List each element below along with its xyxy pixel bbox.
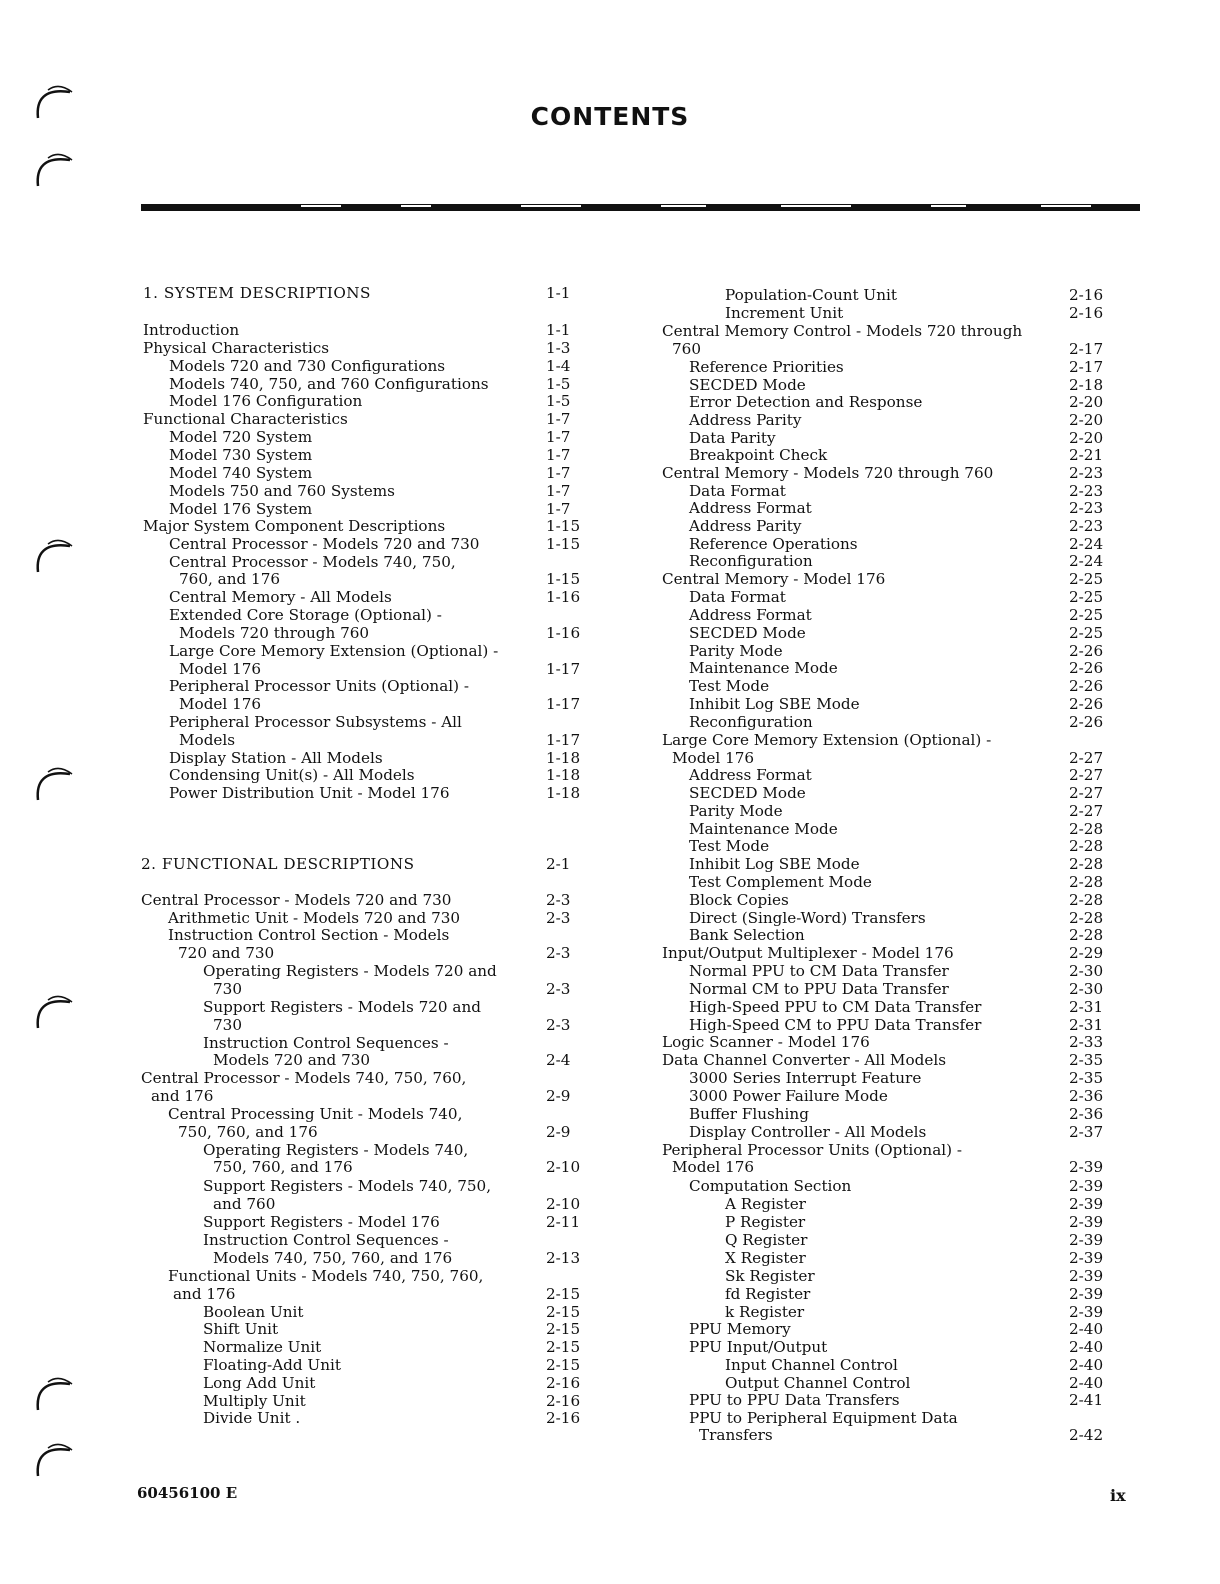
toc-entry: Maintenance Mode xyxy=(689,659,838,677)
toc-entry: Model 176 System xyxy=(169,500,313,518)
toc-entry: 730 xyxy=(213,1016,242,1034)
toc-page-number: 2-15 xyxy=(546,1356,581,1374)
toc-page-number: 1-16 xyxy=(546,624,581,642)
toc-page-number: 2-39 xyxy=(1069,1195,1104,1213)
toc-entry: Reconfiguration xyxy=(689,713,813,731)
toc-entry: Functional Units - Models 740, 750, 760, xyxy=(168,1267,484,1285)
toc-entry: Data Parity xyxy=(689,429,776,447)
toc-page-number: 2-39 xyxy=(1069,1177,1104,1195)
toc-page-number: 2-16 xyxy=(546,1374,581,1392)
toc-page-number: 2-17 xyxy=(1069,358,1104,376)
toc-entry: Parity Mode xyxy=(689,802,783,820)
punch-hole-mark xyxy=(30,1436,76,1482)
punch-hole-mark xyxy=(30,1370,76,1416)
section-heading: 2. FUNCTIONAL DESCRIPTIONS xyxy=(141,855,415,873)
toc-page-number: 1-7 xyxy=(546,482,571,500)
toc-entry: Q Register xyxy=(725,1231,808,1249)
toc-page-number: 2-23 xyxy=(1069,482,1104,500)
toc-page-number: 2-25 xyxy=(1069,624,1104,642)
toc-entry: and 760 xyxy=(213,1195,276,1213)
toc-entry: Data Channel Converter - All Models xyxy=(662,1051,946,1069)
toc-page-number: 1-18 xyxy=(546,766,581,784)
toc-entry: Model 176 xyxy=(672,1158,755,1176)
toc-entry: High-Speed PPU to CM Data Transfer xyxy=(689,998,982,1016)
toc-page-number: 1-1 xyxy=(546,284,571,302)
toc-entry: Test Complement Mode xyxy=(689,873,872,891)
toc-entry: Model 720 System xyxy=(169,428,313,446)
toc-page-number: 2-27 xyxy=(1069,784,1104,802)
toc-entry: Reconfiguration xyxy=(689,552,813,570)
toc-entry: Models 720 and 730 Configurations xyxy=(169,357,446,375)
toc-entry: Physical Characteristics xyxy=(143,339,330,357)
toc-entry: Models 720 through 760 xyxy=(179,624,370,642)
toc-entry: Data Format xyxy=(689,482,786,500)
toc-page-number: 1-17 xyxy=(546,731,581,749)
punch-hole-mark xyxy=(30,532,76,578)
toc-page-number: 1-7 xyxy=(546,464,571,482)
toc-entry: Models 750 and 760 Systems xyxy=(169,482,395,500)
toc-entry: Reference Priorities xyxy=(689,358,844,376)
toc-entry: PPU to Peripheral Equipment Data xyxy=(689,1409,958,1427)
toc-page-number: 2-39 xyxy=(1069,1249,1104,1267)
toc-page-number: 2-1 xyxy=(546,855,571,873)
toc-entry: Maintenance Mode xyxy=(689,820,838,838)
punch-hole-mark xyxy=(30,988,76,1034)
toc-page-number: 2-23 xyxy=(1069,517,1104,535)
toc-entry: Peripheral Processor Units (Optional) - xyxy=(169,677,470,695)
toc-entry: and 176 xyxy=(151,1087,214,1105)
toc-entry: Models 740, 750, 760, and 176 xyxy=(213,1249,453,1267)
toc-entry: SECDED Mode xyxy=(689,624,806,642)
toc-page-number: 2-30 xyxy=(1069,962,1104,980)
toc-entry: Direct (Single-Word) Transfers xyxy=(689,909,926,927)
toc-page-number: 2-24 xyxy=(1069,552,1104,570)
toc-page-number: 2-23 xyxy=(1069,499,1104,517)
toc-page-number: 2-10 xyxy=(546,1158,581,1176)
toc-entry: Multiply Unit xyxy=(203,1392,306,1410)
toc-page-number: 2-16 xyxy=(1069,304,1104,322)
toc-page-number: 2-28 xyxy=(1069,926,1104,944)
toc-entry: Block Copies xyxy=(689,891,789,909)
toc-entry: Inhibit Log SBE Mode xyxy=(689,695,860,713)
toc-page-number: 2-16 xyxy=(546,1392,581,1410)
toc-entry: Large Core Memory Extension (Optional) - xyxy=(662,731,992,749)
toc-entry: Computation Section xyxy=(689,1177,852,1195)
toc-entry: 750, 760, and 176 xyxy=(178,1123,318,1141)
toc-entry: Input/Output Multiplexer - Model 176 xyxy=(662,944,954,962)
toc-page-number: 1-7 xyxy=(546,500,571,518)
toc-page-number: 2-29 xyxy=(1069,944,1104,962)
toc-entry: Address Format xyxy=(689,766,812,784)
punch-hole-mark xyxy=(30,760,76,806)
toc-entry: Display Controller - All Models xyxy=(689,1123,927,1141)
toc-entry: Models 720 and 730 xyxy=(213,1051,371,1069)
toc-page-number: 2-30 xyxy=(1069,980,1104,998)
toc-page-number: 2-35 xyxy=(1069,1051,1104,1069)
toc-entry: Instruction Control Section - Models xyxy=(168,926,450,944)
toc-page-number: 2-20 xyxy=(1069,393,1104,411)
toc-entry: fd Register xyxy=(725,1285,811,1303)
toc-entry: Divide Unit . xyxy=(203,1409,301,1427)
toc-page-number: 2-40 xyxy=(1069,1338,1104,1356)
toc-page-number: 2-33 xyxy=(1069,1033,1104,1051)
toc-page-number: 2-41 xyxy=(1069,1391,1104,1409)
toc-page-number: 2-10 xyxy=(546,1195,581,1213)
toc-entry: Bank Selection xyxy=(689,926,805,944)
toc-entry: Central Processor - Models 740, 750, 760, xyxy=(141,1069,467,1087)
toc-page-number: 2-25 xyxy=(1069,570,1104,588)
toc-page-number: 1-17 xyxy=(546,695,581,713)
toc-page-number: 2-28 xyxy=(1069,820,1104,838)
toc-page-number: 1-3 xyxy=(546,339,571,357)
toc-entry: Central Memory - Model 176 xyxy=(662,570,886,588)
toc-entry: Models 740, 750, and 760 Configurations xyxy=(169,375,489,393)
toc-page-number: 2-28 xyxy=(1069,873,1104,891)
toc-page-number: 2-42 xyxy=(1069,1426,1104,1444)
toc-entry: SECDED Mode xyxy=(689,376,806,394)
toc-entry: Address Format xyxy=(689,499,812,517)
toc-entry: Model 176 Configuration xyxy=(169,392,363,410)
toc-page-number: 2-15 xyxy=(546,1285,581,1303)
toc-page-number: 2-3 xyxy=(546,891,571,909)
toc-entry: Large Core Memory Extension (Optional) - xyxy=(169,642,499,660)
toc-entry: Peripheral Processor Subsystems - All xyxy=(169,713,462,731)
document-number: 60456100 E xyxy=(137,1484,238,1502)
toc-entry: Buffer Flushing xyxy=(689,1105,809,1123)
toc-page-number: 2-40 xyxy=(1069,1374,1104,1392)
toc-page-number: 2-25 xyxy=(1069,606,1104,624)
punch-hole-mark xyxy=(30,146,76,192)
toc-entry: Normal PPU to CM Data Transfer xyxy=(689,962,949,980)
toc-page-number: 2-16 xyxy=(546,1409,581,1427)
toc-page-number: 2-21 xyxy=(1069,446,1104,464)
toc-entry: X Register xyxy=(725,1249,806,1267)
toc-page-number: 1-18 xyxy=(546,749,581,767)
toc-entry: Address Parity xyxy=(689,411,802,429)
toc-entry: Normalize Unit xyxy=(203,1338,322,1356)
toc-entry: Model 176 xyxy=(179,695,262,713)
toc-page-number: 2-26 xyxy=(1069,695,1104,713)
toc-page-number: 2-3 xyxy=(546,1016,571,1034)
toc-page-number: 2-39 xyxy=(1069,1213,1104,1231)
toc-page-number: 2-39 xyxy=(1069,1267,1104,1285)
toc-entry: Input Channel Control xyxy=(725,1356,898,1374)
toc-page-number: 2-36 xyxy=(1069,1087,1104,1105)
toc-entry: Output Channel Control xyxy=(725,1374,911,1392)
toc-entry: Boolean Unit xyxy=(203,1303,304,1321)
toc-entry: Support Registers - Models 720 and xyxy=(203,998,481,1016)
toc-entry: Central Processor - Models 740, 750, xyxy=(169,553,456,571)
toc-entry: Model 176 xyxy=(672,749,755,767)
toc-page-number: 2-40 xyxy=(1069,1356,1104,1374)
toc-entry: 760 xyxy=(672,340,701,358)
toc-page-number: 2-26 xyxy=(1069,713,1104,731)
toc-page-number: 2-39 xyxy=(1069,1158,1104,1176)
toc-entry: k Register xyxy=(725,1303,805,1321)
toc-page-number: 1-5 xyxy=(546,392,571,410)
toc-page-number: 2-15 xyxy=(546,1320,581,1338)
toc-page-number: 2-11 xyxy=(546,1213,581,1231)
toc-entry: High-Speed CM to PPU Data Transfer xyxy=(689,1016,982,1034)
toc-page-number: 2-15 xyxy=(546,1338,581,1356)
toc-entry: Arithmetic Unit - Models 720 and 730 xyxy=(168,909,461,927)
toc-page-number: 2-27 xyxy=(1069,749,1104,767)
toc-page-number: 1-1 xyxy=(546,321,571,339)
toc-page-number: 2-20 xyxy=(1069,411,1104,429)
toc-page-number: 1-7 xyxy=(546,428,571,446)
toc-entry: Condensing Unit(s) - All Models xyxy=(169,766,415,784)
toc-entry: Shift Unit xyxy=(203,1320,279,1338)
toc-entry: Instruction Control Sequences - xyxy=(203,1231,449,1249)
page-title: CONTENTS xyxy=(530,102,690,131)
toc-page-number: 1-15 xyxy=(546,570,581,588)
toc-entry: Breakpoint Check xyxy=(689,446,828,464)
section-heading: 1. SYSTEM DESCRIPTIONS xyxy=(143,284,371,302)
toc-entry: Inhibit Log SBE Mode xyxy=(689,855,860,873)
toc-entry: Address Format xyxy=(689,606,812,624)
toc-entry: Reference Operations xyxy=(689,535,858,553)
toc-entry: P Register xyxy=(725,1213,806,1231)
toc-entry: PPU Input/Output xyxy=(689,1338,828,1356)
toc-entry: Test Mode xyxy=(689,677,770,695)
toc-page-number: 2-28 xyxy=(1069,891,1104,909)
toc-page-number: 2-27 xyxy=(1069,802,1104,820)
toc-entry: and 176 xyxy=(173,1285,236,1303)
toc-entry: Population-Count Unit xyxy=(725,286,897,304)
toc-entry: PPU Memory xyxy=(689,1320,791,1338)
toc-entry: Support Registers - Model 176 xyxy=(203,1213,440,1231)
toc-entry: Floating-Add Unit xyxy=(203,1356,341,1374)
toc-entry: Data Format xyxy=(689,588,786,606)
toc-page-number: 2-28 xyxy=(1069,837,1104,855)
toc-page-number: 2-40 xyxy=(1069,1320,1104,1338)
toc-entry: Transfers xyxy=(699,1426,773,1444)
toc-entry: SECDED Mode xyxy=(689,784,806,802)
toc-page-number: 2-9 xyxy=(546,1087,571,1105)
toc-page-number: 1-5 xyxy=(546,375,571,393)
toc-entry: Support Registers - Models 740, 750, xyxy=(203,1177,492,1195)
toc-entry: Logic Scanner - Model 176 xyxy=(662,1033,870,1051)
toc-entry: A Register xyxy=(725,1195,806,1213)
toc-entry: 750, 760, and 176 xyxy=(213,1158,353,1176)
toc-entry: 720 and 730 xyxy=(178,944,275,962)
toc-page-number: 2-4 xyxy=(546,1051,571,1069)
toc-page-number: 2-23 xyxy=(1069,464,1104,482)
toc-page-number: 2-15 xyxy=(546,1303,581,1321)
toc-entry: Central Processing Unit - Models 740, xyxy=(168,1105,463,1123)
toc-page-number: 2-24 xyxy=(1069,535,1104,553)
toc-page-number: 2-16 xyxy=(1069,286,1104,304)
toc-page-number: 1-4 xyxy=(546,357,571,375)
toc-page-number: 1-18 xyxy=(546,784,581,802)
toc-entry: Major System Component Descriptions xyxy=(143,517,446,535)
toc-entry: Peripheral Processor Units (Optional) - xyxy=(662,1141,963,1159)
toc-entry: 760, and 176 xyxy=(179,570,281,588)
toc-page-number: 2-27 xyxy=(1069,766,1104,784)
toc-entry: 730 xyxy=(213,980,242,998)
toc-entry: Test Mode xyxy=(689,837,770,855)
toc-page-number: 1-7 xyxy=(546,410,571,428)
toc-page-number: 2-3 xyxy=(546,980,571,998)
toc-page-number: 2-39 xyxy=(1069,1285,1104,1303)
toc-entry: Model 730 System xyxy=(169,446,313,464)
toc-page-number: 1-7 xyxy=(546,446,571,464)
toc-entry: Introduction xyxy=(143,321,240,339)
toc-page-number: 2-28 xyxy=(1069,855,1104,873)
toc-entry: PPU to PPU Data Transfers xyxy=(689,1391,900,1409)
toc-entry: Sk Register xyxy=(725,1267,815,1285)
toc-page-number: 2-26 xyxy=(1069,642,1104,660)
toc-page-number: 2-18 xyxy=(1069,376,1104,394)
toc-entry: Central Memory - All Models xyxy=(169,588,392,606)
toc-page-number: 2-26 xyxy=(1069,659,1104,677)
toc-page-number: 1-17 xyxy=(546,660,581,678)
toc-page-number: 2-37 xyxy=(1069,1123,1104,1141)
toc-page-number: 2-28 xyxy=(1069,909,1104,927)
toc-entry: Instruction Control Sequences - xyxy=(203,1034,449,1052)
toc-entry: Address Parity xyxy=(689,517,802,535)
toc-page-number: 2-31 xyxy=(1069,998,1104,1016)
toc-entry: Functional Characteristics xyxy=(143,410,348,428)
page-number: ix xyxy=(1110,1486,1126,1505)
toc-entry: Model 740 System xyxy=(169,464,313,482)
toc-entry: Normal CM to PPU Data Transfer xyxy=(689,980,949,998)
toc-entry: Central Processor - Models 720 and 730 xyxy=(169,535,480,553)
toc-page-number: 2-25 xyxy=(1069,588,1104,606)
toc-entry: 3000 Power Failure Mode xyxy=(689,1087,888,1105)
toc-page-number: 2-39 xyxy=(1069,1231,1104,1249)
toc-entry: Display Station - All Models xyxy=(169,749,383,767)
toc-page-number: 2-39 xyxy=(1069,1303,1104,1321)
toc-entry: Operating Registers - Models 740, xyxy=(203,1141,469,1159)
toc-entry: Central Memory - Models 720 through 760 xyxy=(662,464,994,482)
toc-page-number: 2-9 xyxy=(546,1123,571,1141)
toc-page-number: 1-15 xyxy=(546,535,581,553)
toc-entry: Power Distribution Unit - Model 176 xyxy=(169,784,450,802)
toc-entry: Error Detection and Response xyxy=(689,393,923,411)
toc-entry: 3000 Series Interrupt Feature xyxy=(689,1069,922,1087)
toc-page-number: 1-16 xyxy=(546,588,581,606)
toc-entry: Extended Core Storage (Optional) - xyxy=(169,606,442,624)
toc-entry: Central Memory Control - Models 720 through xyxy=(662,322,1023,340)
toc-page-number: 2-3 xyxy=(546,944,571,962)
toc-entry: Parity Mode xyxy=(689,642,783,660)
toc-page-number: 2-20 xyxy=(1069,429,1104,447)
toc-page-number: 2-17 xyxy=(1069,340,1104,358)
toc-page-number: 2-36 xyxy=(1069,1105,1104,1123)
toc-entry: Long Add Unit xyxy=(203,1374,316,1392)
toc-page-number: 2-3 xyxy=(546,909,571,927)
toc-page-number: 1-15 xyxy=(546,517,581,535)
toc-page-number: 2-35 xyxy=(1069,1069,1104,1087)
toc-entry: Operating Registers - Models 720 and xyxy=(203,962,497,980)
toc-entry: Central Processor - Models 720 and 730 xyxy=(141,891,452,909)
toc-page-number: 2-31 xyxy=(1069,1016,1104,1034)
toc-entry: Increment Unit xyxy=(725,304,844,322)
header-rule xyxy=(141,204,1140,211)
toc-page-number: 2-26 xyxy=(1069,677,1104,695)
toc-page-number: 2-13 xyxy=(546,1249,581,1267)
toc-entry: Model 176 xyxy=(179,660,262,678)
toc-entry: Models xyxy=(179,731,236,749)
